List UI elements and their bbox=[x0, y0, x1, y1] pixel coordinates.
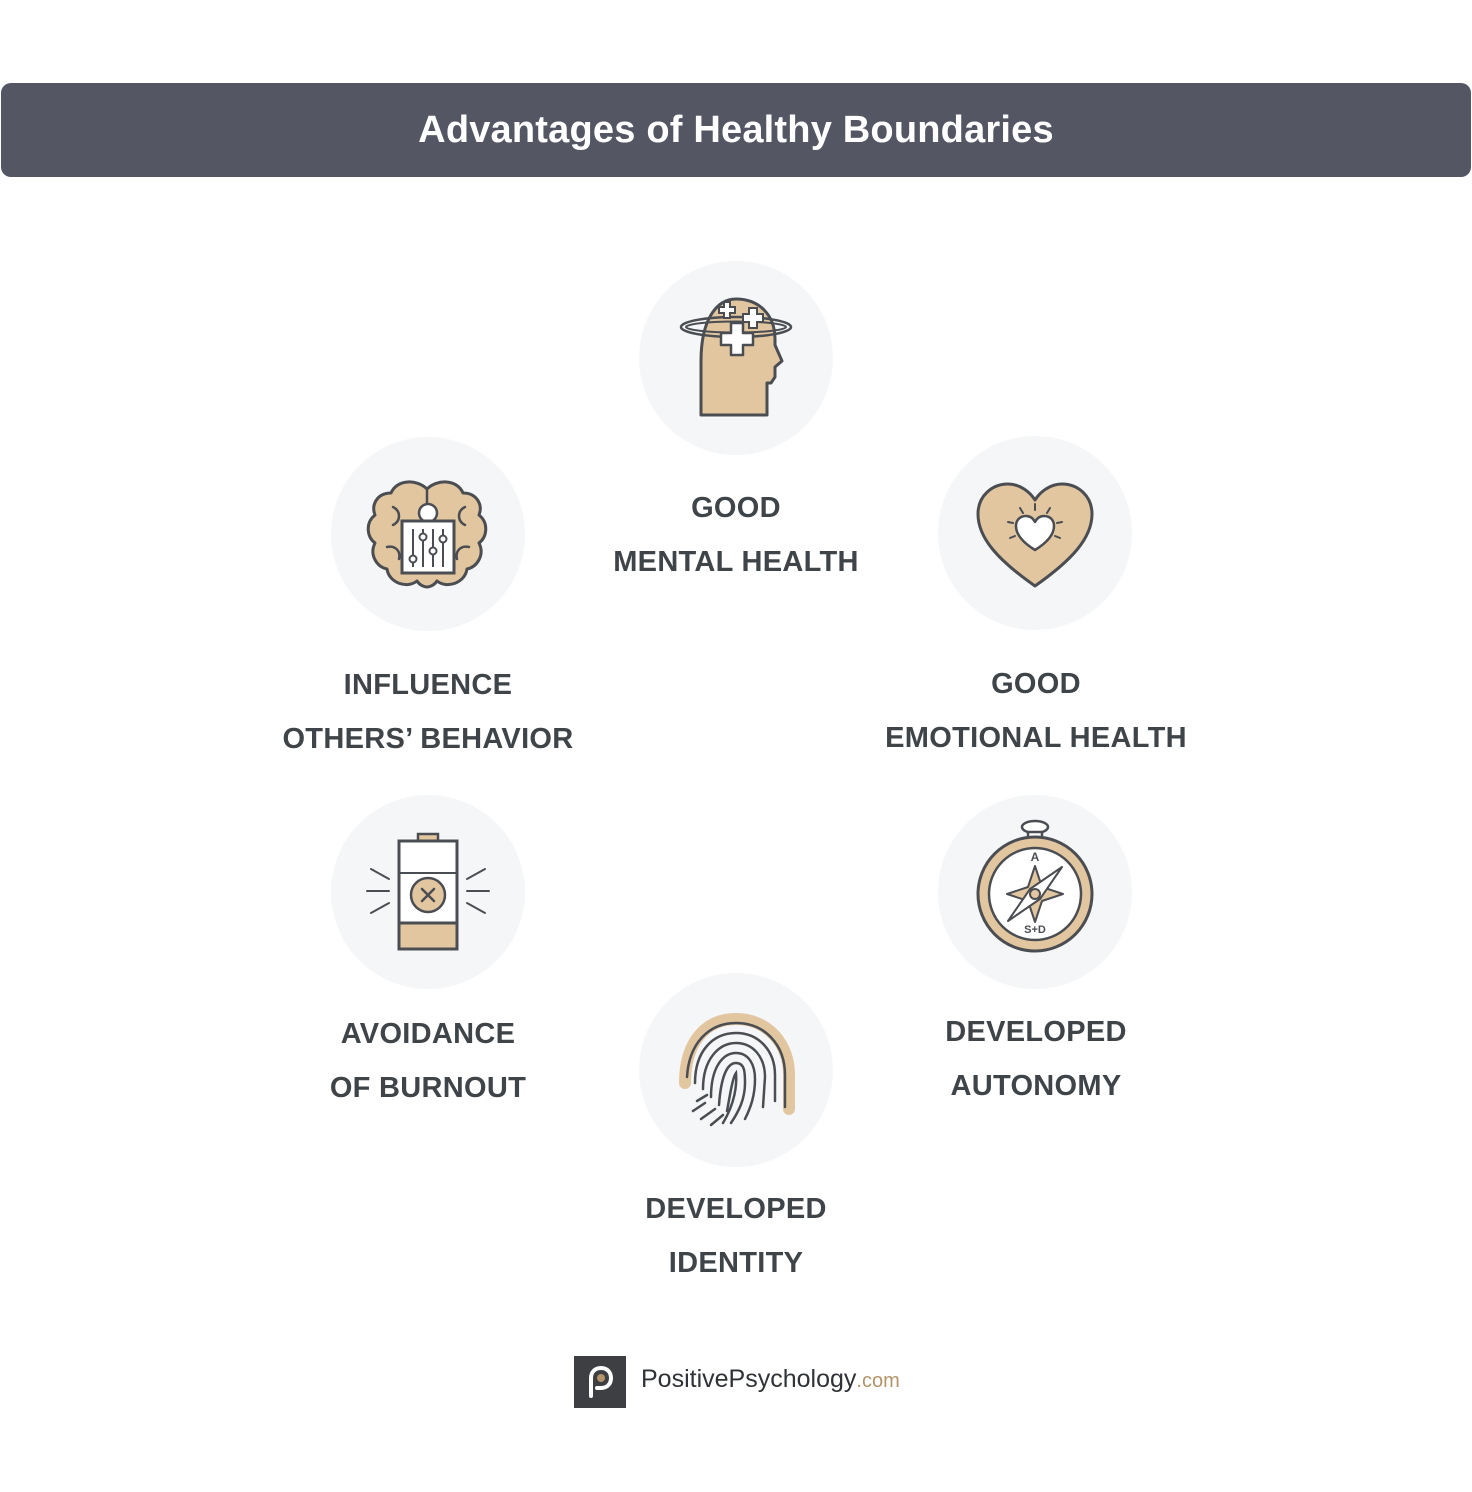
p-logo-icon bbox=[574, 1356, 626, 1408]
heart-icon bbox=[938, 436, 1132, 630]
label-influence-others-behavior: INFLUENCE OTHERS’ BEHAVIOR bbox=[282, 669, 574, 755]
identity-circle bbox=[639, 973, 833, 1167]
influence-circle bbox=[331, 437, 525, 631]
brain-control-icon bbox=[331, 437, 525, 631]
footer-brand bbox=[641, 1365, 900, 1394]
autonomy-circle bbox=[938, 795, 1132, 989]
label-good-mental-health: GOOD MENTAL HEALTH bbox=[613, 492, 859, 578]
label-good-emotional-health: GOOD EMOTIONAL HEALTH bbox=[885, 668, 1187, 754]
page-title: Advantages of Healthy Boundaries bbox=[418, 108, 1054, 151]
compass-top-letter: A bbox=[1030, 850, 1040, 864]
battery-icon bbox=[331, 795, 525, 989]
label-developed-autonomy: DEVELOPED AUTONOMY bbox=[945, 1016, 1127, 1102]
footer-brand-suffix: .com bbox=[856, 1370, 900, 1392]
emotional-health-circle bbox=[938, 436, 1132, 630]
compass-bottom-letters: S+D bbox=[1024, 924, 1046, 936]
header-bar bbox=[1, 83, 1471, 177]
fingerprint-icon bbox=[639, 973, 833, 1167]
label-developed-identity: DEVELOPED IDENTITY bbox=[645, 1193, 827, 1279]
compass-icon bbox=[938, 795, 1132, 989]
footer-brand-name: PositivePsychology bbox=[641, 1365, 857, 1393]
mental-health-circle bbox=[639, 261, 833, 455]
burnout-circle bbox=[331, 795, 525, 989]
positive-psychology-logo bbox=[574, 1356, 626, 1408]
head-medical-cross-icon bbox=[639, 261, 833, 455]
label-avoidance-of-burnout: AVOIDANCE OF BURNOUT bbox=[329, 1018, 527, 1104]
